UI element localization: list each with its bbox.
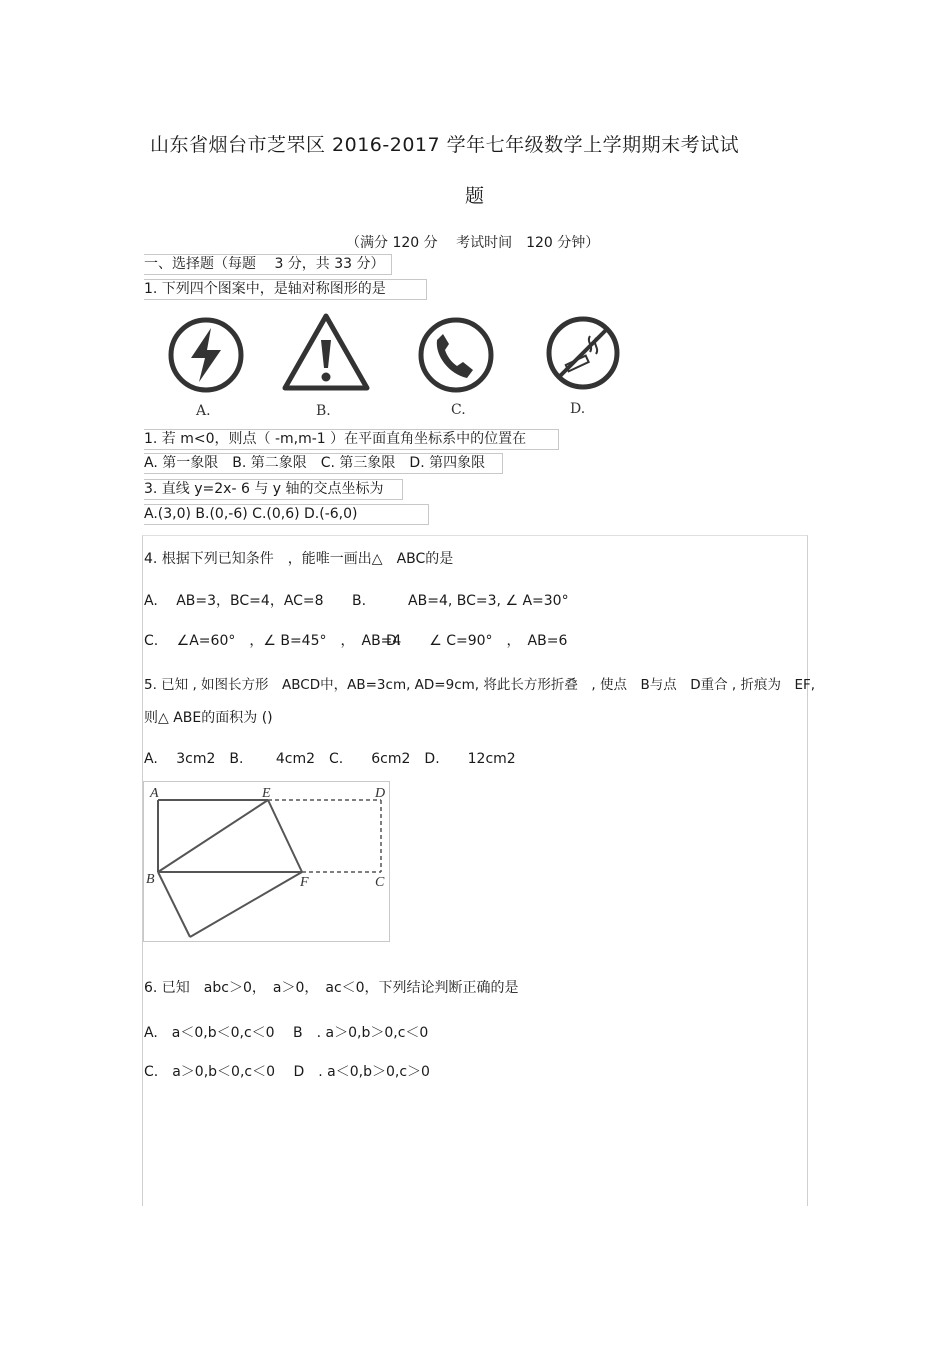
option-a-label: A.: [196, 403, 211, 419]
question-3-stem: 3. 直线 y=2x- 6 与 y 轴的交点坐标为: [144, 479, 403, 500]
rectangle-fold-diagram: [143, 781, 390, 942]
point-e-label: E: [262, 786, 271, 801]
point-f-label: F: [300, 875, 309, 890]
question-6-options-ab: A. a＜0,b＜0,c＜0 B . a＞0,b＞0,c＜0: [144, 1025, 429, 1041]
no-smoking-icon: [540, 310, 626, 396]
question-6-stem: 6. 已知 abc＞0， a＞0， ac＜0，下列结论判断正确的是: [144, 980, 519, 996]
page-title-continued: 题: [465, 185, 485, 207]
option-c-label: C.: [451, 402, 466, 418]
option-d-label: D.: [570, 401, 586, 417]
question-5-options: A. 3cm2 B. 4cm2 C. 6cm2 D. 12cm2: [144, 751, 516, 767]
question-3-options: A.(3,0) B.(0,-6) C.(0,6) D.(-6,0): [144, 504, 429, 525]
option-c-figure: [413, 312, 499, 398]
phone-icon: [413, 312, 499, 398]
page-title: 山东省烟台市芝罘区 2016-2017 学年七年级数学上学期期末考试试: [150, 134, 740, 156]
point-b-label: B: [146, 872, 155, 887]
point-d-label: D: [375, 786, 386, 801]
question-4-option-a: A. AB=3，BC=4，AC=8: [144, 593, 324, 609]
question-4-option-d: D. ∠ C=90° ， AB=6: [386, 633, 568, 649]
point-a-label: A: [150, 786, 159, 801]
question-4-stem: 4. 根据下列已知条件 ，能唯一画出△ ABC的是: [144, 551, 454, 567]
question-2-stem: 1. 若 m<0，则点（ -m,m-1 ）在平面直角坐标系中的位置在: [144, 429, 559, 450]
section-heading: 一、选择题（每题 3 分，共 33 分）: [144, 254, 392, 275]
question-1-stem: 1. 下列四个图案中，是轴对称图形的是: [144, 279, 427, 300]
question-5-stem-continued: 则△ ABE的面积为 (): [144, 710, 273, 726]
option-b-figure: [281, 310, 367, 396]
question-6-options-cd: C. a＞0,b＜0,c＜0 D . a＜0,b＞0,c＞0: [144, 1064, 430, 1080]
fold-figure: [144, 782, 389, 941]
lightning-icon: [163, 312, 249, 398]
question-4-option-b: B. AB=4, BC=3, ∠ A=30°: [352, 593, 569, 609]
exam-info: （满分 120 分 考试时间 120 分钟）: [346, 235, 600, 251]
question-4-option-c: C. ∠A=60° ，∠ B=45° ， AB=4: [144, 633, 402, 649]
question-2-options: A. 第一象限 B. 第二象限 C. 第三象限 D. 第四象限: [144, 453, 503, 474]
option-d-figure: [540, 310, 626, 396]
option-a-figure: [163, 312, 249, 398]
warning-icon: [281, 310, 371, 392]
question-5-stem: 5. 已知 , 如图长方形 ABCD中，AB=3cm, AD=9cm, 将此长方形折叠 , 使点 B与点 D重合 , 折痕为 EF,: [144, 677, 816, 693]
option-b-label: B.: [316, 403, 331, 419]
point-c-label: C: [375, 875, 385, 890]
